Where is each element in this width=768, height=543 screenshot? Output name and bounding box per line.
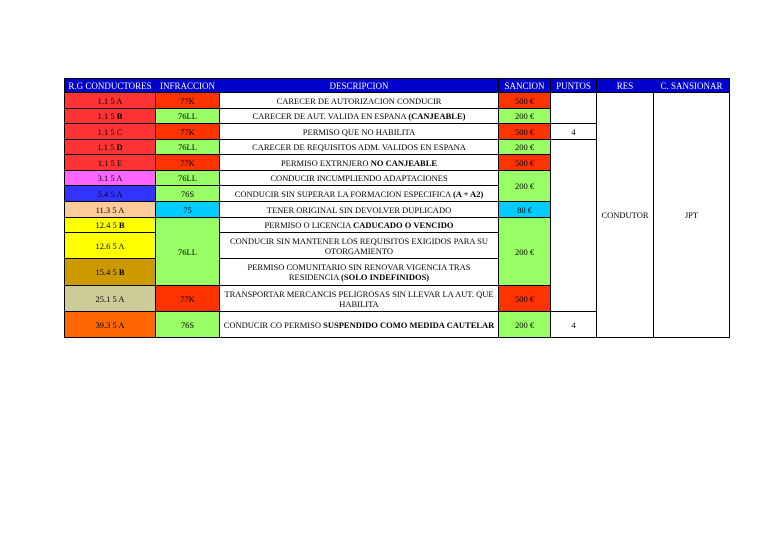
descripcion-bold: SUSPENDIDO COMO MEDIDA CAUTELAR xyxy=(323,319,495,330)
rg-letter: B xyxy=(118,220,125,230)
rg-cell xyxy=(65,286,156,312)
table-row xyxy=(65,93,730,109)
header-descripcion: DESCRIPCION xyxy=(220,79,499,93)
sancion-cell: 500 € xyxy=(499,286,551,312)
descripcion-cell xyxy=(220,124,499,140)
descripcion-cell xyxy=(220,312,499,338)
rg-code: 25.1 5 xyxy=(95,293,117,304)
rg-code: 5.4 5 xyxy=(97,188,115,199)
descripcion-cell xyxy=(220,202,499,218)
sancion-cell: 200 € xyxy=(499,312,551,338)
descripcion-cell xyxy=(220,259,499,286)
descripcion-cell xyxy=(220,93,499,109)
rg-cell xyxy=(65,312,156,338)
descripcion-text: PERMISO COMUNITARIO SIN RENOVAR VIGENCIA TRAS RESIDENCIA xyxy=(247,262,471,282)
infraccion-cell: 76LL xyxy=(156,218,220,286)
rg-code: 3.1 5 xyxy=(97,173,115,183)
rg-code: 12.4 5 xyxy=(95,220,117,230)
rg-cell xyxy=(65,202,156,218)
descripcion-cell xyxy=(220,155,499,171)
descripcion-cell xyxy=(220,171,499,186)
rg-letter: A xyxy=(118,204,125,215)
infraccion-cell: 76LL xyxy=(156,140,220,155)
rg-code: 15.4 5 xyxy=(95,267,117,277)
rg-letter: C xyxy=(116,126,123,137)
rg-cell xyxy=(65,124,156,140)
infraccion-cell: 76LL xyxy=(156,109,220,124)
rg-code: 11.3 5 xyxy=(95,204,117,215)
sancion-cell: 200 € xyxy=(499,140,551,155)
header-rg: R.G CONDUCTORES xyxy=(65,79,156,93)
rg-letter: A xyxy=(116,173,123,183)
descripcion-text: TRANSPORTAR MERCANCIS PELIGROSAS SIN LLEVAR LA AUT. QUE HABILITA xyxy=(224,288,494,309)
puntos-cell: 4 xyxy=(551,312,597,338)
descripcion-cell xyxy=(220,186,499,202)
sancion-cell: 500 € xyxy=(499,124,551,140)
descripcion-bold: (A + A2) xyxy=(452,188,484,199)
descripcion-bold: CADUCADO O VENCIDO xyxy=(353,220,454,230)
rg-cell xyxy=(65,259,156,286)
rg-cell xyxy=(65,155,156,171)
header-row xyxy=(65,79,730,93)
rg-code: 12.6 5 xyxy=(95,240,117,251)
sancion-cell: 500 € xyxy=(499,93,551,109)
rg-code: 1.1 5 xyxy=(97,111,115,121)
header-res: RES xyxy=(597,79,654,93)
descripcion-text: CONDUCIR CO PERMISO xyxy=(223,319,321,330)
infraccion-cell: 75 xyxy=(156,202,220,218)
descripcion-bold: NO CANJEABLE xyxy=(370,157,438,168)
rg-letter: A xyxy=(118,319,125,330)
c-sansionar-cell: JPT xyxy=(654,93,730,338)
rg-letter: B xyxy=(116,111,123,121)
sancion-cell: 200 € xyxy=(499,218,551,286)
rg-code: 1.1 5 xyxy=(97,142,115,152)
rg-letter: B xyxy=(118,267,125,277)
sancion-cell: 500 € xyxy=(499,155,551,171)
descripcion-text: CARECER DE REQUISITOS ADM. VALIDOS EN ESPANA xyxy=(252,142,466,152)
descripcion-text: CONDUCIR SIN MANTENER LOS REQUISITOS EXIGIDOS PARA SU OTORGAMIENTO xyxy=(229,235,489,256)
header-c-sansionar: C. SANSIONAR xyxy=(654,79,730,93)
descripcion-text: TENER ORIGINAL SIN DEVOLVER DUPLICADO xyxy=(266,204,452,215)
infraccion-cell: 77K xyxy=(156,93,220,109)
rg-code: 1.1 5 xyxy=(97,157,115,168)
infraccion-cell: 76LL xyxy=(156,171,220,186)
rg-letter: A xyxy=(116,188,123,199)
header-sancion: SANCION xyxy=(499,79,551,93)
puntos-cell: 4 xyxy=(551,124,597,140)
rg-code: 1.1 5 xyxy=(97,95,115,106)
descripcion-text: PERMISO O LICENCIA xyxy=(264,220,351,230)
descripcion-text: CARECER DE AUTORIZACION CONDUCIR xyxy=(276,95,442,106)
infraccion-cell: 77K xyxy=(156,155,220,171)
descripcion-cell xyxy=(220,286,499,312)
descripcion-text: CARECER DE AUT. VALIDA EN ESPANA xyxy=(252,111,407,121)
descripcion-bold: (CANJEABLE) xyxy=(408,111,466,121)
header-infraccion: INFRACCION xyxy=(156,79,220,93)
rg-letter: A xyxy=(116,95,123,106)
rg-cell xyxy=(65,218,156,233)
infraccion-cell: 76S xyxy=(156,186,220,202)
rg-code: 1.1 5 xyxy=(97,126,115,137)
rg-cell xyxy=(65,171,156,186)
descripcion-bold: (SOLO INDEFINIDOS) xyxy=(341,272,430,282)
sancion-cell: 80 € xyxy=(499,202,551,218)
descripcion-cell xyxy=(220,218,499,233)
descripcion-text: PERMISO EXTRNJERO xyxy=(280,157,369,168)
rg-code: 39.3 5 xyxy=(95,319,117,330)
header-puntos: PUNTOS xyxy=(551,79,597,93)
descripcion-text: CONDUCIR SIN SUPERAR LA FORMACION ESPECIFICA xyxy=(234,188,451,199)
rg-letter: A xyxy=(118,240,125,251)
infraccion-cell: 76S xyxy=(156,312,220,338)
sancion-cell: 200 € xyxy=(499,171,551,202)
descripcion-cell xyxy=(220,109,499,124)
rg-letter: D xyxy=(116,142,123,152)
sancion-cell: 200 € xyxy=(499,109,551,124)
rg-cell xyxy=(65,93,156,109)
rg-cell xyxy=(65,233,156,259)
rg-cell xyxy=(65,140,156,155)
descripcion-text: PERMISO QUE NO HABILITA xyxy=(302,126,416,137)
descripcion-cell xyxy=(220,233,499,259)
infractions-table xyxy=(64,78,730,338)
puntos-cell xyxy=(551,140,597,312)
infraccion-cell: 77K xyxy=(156,286,220,312)
descripcion-text: CONDUCIR INCUMPLIENDO ADAPTACIONES xyxy=(270,173,448,183)
rg-cell xyxy=(65,109,156,124)
puntos-cell xyxy=(551,93,597,124)
rg-letter: A xyxy=(118,293,125,304)
rg-cell xyxy=(65,186,156,202)
res-cell: CONDUTOR xyxy=(597,93,654,338)
infraccion-cell: 77K xyxy=(156,124,220,140)
descripcion-cell xyxy=(220,140,499,155)
rg-letter: E xyxy=(116,157,123,168)
